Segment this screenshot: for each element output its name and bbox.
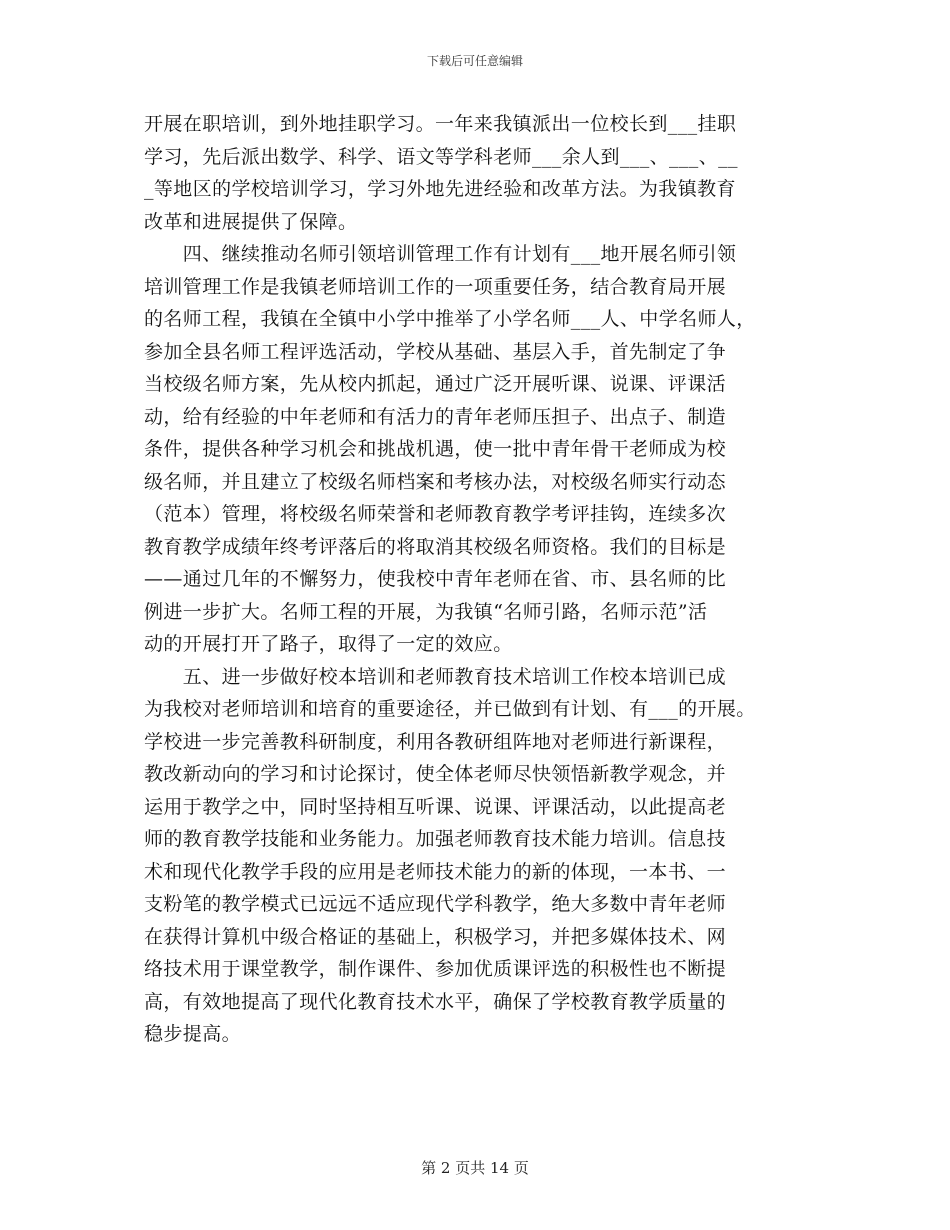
text-line: 教改新动向的学习和讨论探讨，使全体老师尽快领悟新教学观念，并 (144, 763, 727, 785)
text-line: 支粉笔的教学模式已远远不适应现代学科教学，绝大多数中青年老师 (144, 893, 727, 915)
text-line: 例进一步扩大。名师工程的开展，为我镇“名师引路，名师示范”活 (144, 600, 708, 623)
page-header-note: 下载后可任意编辑 (426, 54, 523, 68)
text-line: （范本）管理，将校级名师荣誉和老师教育教学考评挂钩，连续多次 (144, 503, 727, 525)
document-body (144, 108, 814, 1051)
text-line: 在获得计算机中级合格证的基础上，积极学习，并把多媒体技术、网 (144, 925, 727, 948)
text-line: 师的教育教学技能和业务能力。加强老师教育技术能力培训。信息技 (144, 828, 727, 850)
text-line: ——通过几年的不懈努力，使我校中青年老师在省、市、县名师的比 (144, 568, 727, 590)
text-line: 教育教学成绩年终考评落后的将取消其校级名师资格。我们的目标是 (144, 535, 727, 558)
text-line: 四、继续推动名师引领培训管理工作有计划有___地开展名师引领 (144, 243, 737, 265)
text-line: 运用于教学之中，同时坚持相互听课、说课、评课活动，以此提高老 (144, 795, 727, 818)
text-line: 学校进一步完善教科研制度，利用各教研组阵地对老师进行新课程， (144, 730, 727, 753)
text-line: 高，有效地提高了现代化教育技术水平，确保了学校教育教学质量的 (144, 990, 727, 1013)
text-line: 术和现代化教学手段的应用是老师技术能力的新的体现，一本书、一 (144, 860, 727, 883)
text-line: 为我校对老师培训和培育的重要途径，并已做到有计划、有___的开展。 (144, 698, 756, 720)
text-line: 开展在职培训，到外地挂职学习。一年来我镇派出一位校长到___挂职 (144, 113, 737, 135)
text-line: 级名师，并且建立了校级名师档案和考核办法，对校级名师实行动态 (144, 470, 727, 493)
text-line: 当校级名师方案，先从校内抓起，通过广泛开展听课、说课、评课活 (144, 373, 727, 395)
text-line: 培训管理工作是我镇老师培训工作的一项重要任务，结合教育局开展 (144, 275, 727, 298)
text-line: 改革和进展提供了保障。 (144, 210, 358, 233)
text-line: 络技术用于课堂教学，制作课件、参加优质课评选的积极性也不断提 (144, 958, 727, 980)
text-line: 学习，先后派出数学、科学、语文等学科老师___余人到___、___、__ (144, 145, 738, 168)
text-line: 动的开展打开了路子，取得了一定的效应。 (144, 633, 513, 655)
text-line: 参加全县名师工程评选活动，学校从基础、基层入手，首先制定了争 (144, 340, 727, 363)
page-number: 第 2 页共 14 页 (421, 1159, 529, 1177)
text-line: 条件，提供各种学习机会和挑战机遇，使一批中青年骨干老师成为校 (144, 438, 727, 460)
text-line: 五、进一步做好校本培训和老师教育技术培训工作校本培训已成 (144, 665, 727, 688)
text-line: 的名师工程，我镇在全镇中小学中推举了小学名师___人、中学名师人， (144, 308, 756, 330)
text-line: _等地区的学校培训学习，学习外地先进经验和改革方法。为我镇教育 (144, 178, 736, 200)
text-line: 稳步提高。 (144, 1023, 242, 1045)
text-line: 动，给有经验的中年老师和有活力的青年老师压担子、出点子、制造 (144, 405, 727, 428)
